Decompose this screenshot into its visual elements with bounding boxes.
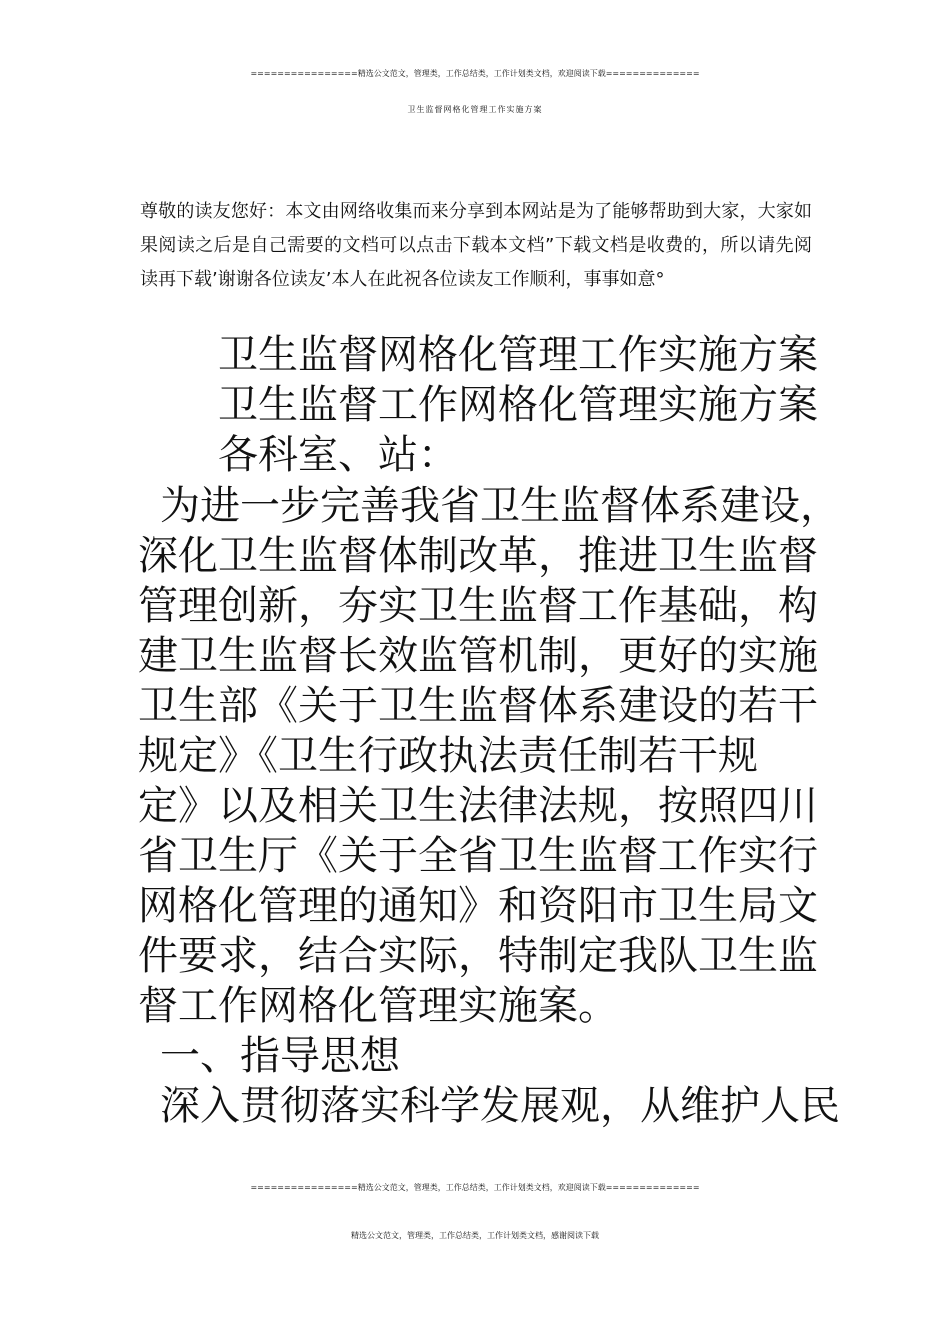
body-text-line: 卫生部《关于卫生监督体系建设的若干 [138,683,818,729]
header-banner: ================精选公文范文，管理类，工作总结类，工作计划类文档，欢迎阅读下载============== [250,69,700,78]
body-text-line: 规定》《卫生行政执法责任制若干规 [138,733,758,779]
section-heading: 一、指导思想 [160,1033,400,1079]
body-text-line: 为进一步完善我省卫生监督体系建设， [160,483,840,529]
greeting-paragraph: 尊敬的读友您好：本文由网络收集而来分享到本网站是为了能够帮助到大家，大家如果阅读之后是自己需要的文档可以点击下载本文档”下载文档是收费的，所以请先阅读再下载’谢谢各位读友’本人在此祝各位读友工作顺利，事事如意° [140,201,812,290]
document-title: 卫生监督网格化管理工作实施方案 [407,105,543,114]
body-text-line: 建卫生监督长效监管机制，更好的实施 [138,633,818,679]
body-text-line: 管理创新，夯实卫生监督工作基础，构 [138,583,818,629]
body-heading-line: 卫生监督工作网格化管理实施方案 [218,382,818,428]
body-text-line: 深化卫生监督体制改革，推进卫生监督 [138,533,818,579]
body-heading-line: 卫生监督网格化管理工作实施方案 [218,332,818,378]
body-text-line: 定》以及相关卫生法律法规，按照四川 [138,783,818,829]
footer-text: 精选公文范文，管理类，工作总结类，工作计划类文档，感谢阅读下载 [351,1231,599,1240]
body-text-line: 网格化管理的通知》和资阳市卫生局文 [138,883,818,929]
body-text-line: 省卫生厅《关于全省卫生监督工作实行 [138,833,818,879]
body-text-line: 督工作网格化管理实施案。 [138,983,618,1029]
footer-banner: ================精选公文范文，管理类，工作总结类，工作计划类文档，欢迎阅读下载============== [250,1183,700,1192]
body-text-line: 件要求，结合实际，特制定我队卫生监 [138,933,818,979]
body-text-line: 深入贯彻落实科学发展观，从维护人民 [160,1083,840,1129]
body-salutation-line: 各科室、站： [218,432,458,478]
